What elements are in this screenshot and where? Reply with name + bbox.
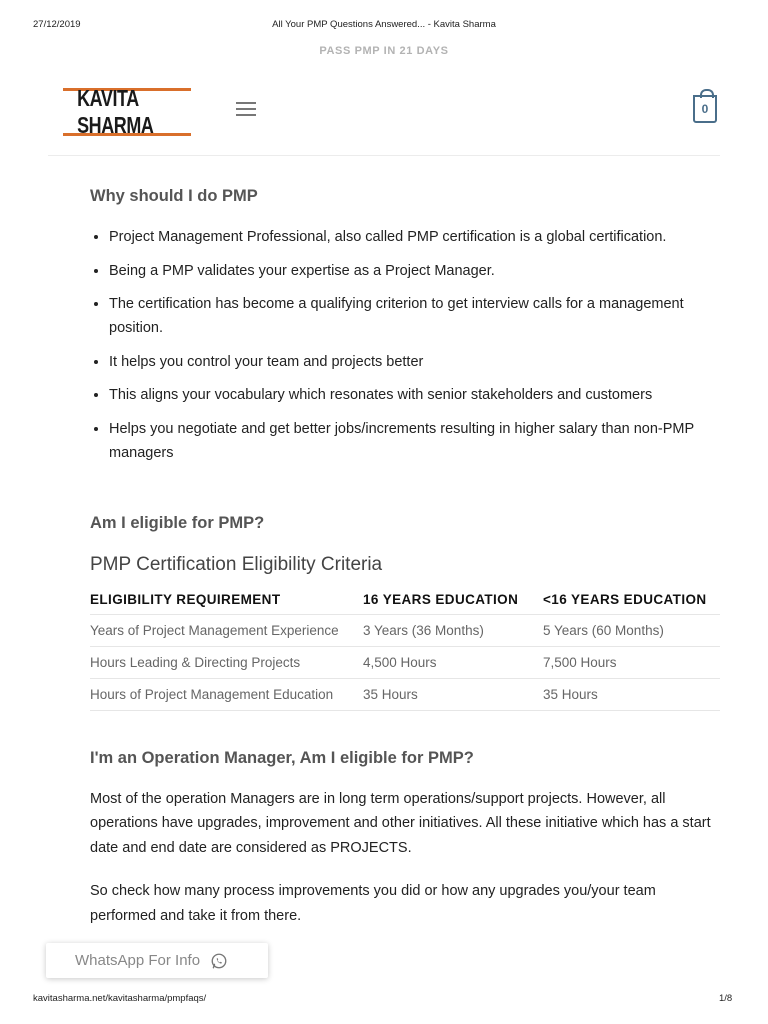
print-footer-url: kavitasharma.net/kavitasharma/pmpfaqs/	[33, 993, 207, 1004]
menu-icon[interactable]	[236, 102, 256, 117]
table-cell: Hours of Project Management Education	[90, 678, 363, 710]
column-header: ELIGIBILITY REQUIREMENT	[90, 592, 363, 615]
whatsapp-label: WhatsApp For Info	[75, 952, 201, 969]
operation-paragraph: Most of the operation Managers are in long term operations/support projects. However, all operations have upgrades, improvement and other initiatives. All these initiative which has a start date and end date are considered as PROJECTS.	[90, 790, 711, 856]
list-item: • The certification has become a qualifying criterion to get interview calls for a management position.	[109, 292, 720, 340]
print-date: 27/12/2019	[33, 19, 81, 30]
table-cell: 3 Years (36 Months)	[363, 614, 543, 646]
list-item: • It helps you control your team and projects better	[109, 350, 720, 374]
eligible-heading: Am I eligible for PMP?	[90, 513, 265, 532]
list-item: • Being a PMP validates your expertise as a Project Manager.	[109, 259, 720, 283]
column-header: 16 YEARS EDUCATION	[363, 592, 543, 615]
site-logo[interactable]	[63, 85, 191, 138]
cart-button[interactable]	[693, 95, 717, 123]
table-cell: 35 Hours	[543, 678, 720, 710]
table-cell: 5 Years (60 Months)	[543, 614, 720, 646]
column-header: <16 YEARS EDUCATION	[543, 592, 720, 615]
table-cell: 7,500 Hours	[543, 646, 720, 678]
table-row	[90, 678, 720, 710]
list-item: • Helps you negotiate and get better jobs/increments resulting in higher salary than non-PMP managers	[109, 417, 720, 465]
table-cell: Hours Leading & Directing Projects	[90, 646, 363, 678]
table-row	[90, 614, 720, 646]
whatsapp-info-button[interactable]	[46, 943, 268, 978]
eligibility-table-title: PMP Certification Eligibility Criteria	[90, 553, 383, 575]
table-header-row	[90, 592, 720, 615]
print-page-number: 1/8	[719, 993, 733, 1004]
why-list	[90, 225, 720, 465]
logo-text: KAVITA SHARMA	[77, 85, 154, 138]
operation-heading: I'm an Operation Manager, Am I eligible for PMP?	[90, 748, 474, 767]
cart-count: 0	[701, 102, 709, 116]
table-row	[90, 646, 720, 678]
list-item: • Project Management Professional, also called PMP certification is a global certification.	[109, 225, 720, 249]
list-item: • This aligns your vocabulary which resonates with senior stakeholders and customers	[109, 383, 720, 407]
eligibility-table	[90, 592, 720, 711]
table-cell: 4,500 Hours	[363, 646, 543, 678]
whatsapp-icon	[210, 952, 228, 970]
table-cell: 35 Hours	[363, 678, 543, 710]
table-cell: Years of Project Management Experience	[90, 614, 363, 646]
article-content	[90, 180, 720, 928]
topbar-promo-link[interactable]: PASS PMP IN 21 DAYS	[319, 45, 449, 57]
why-heading: Why should I do PMP	[90, 187, 258, 205]
operation-paragraph: So check how many process improvements you did or how any upgrades you/your team performed and take it from there.	[90, 883, 656, 924]
header-divider	[48, 155, 720, 156]
print-page-title: All Your PMP Questions Answered... - Kavita Sharma	[272, 19, 496, 30]
